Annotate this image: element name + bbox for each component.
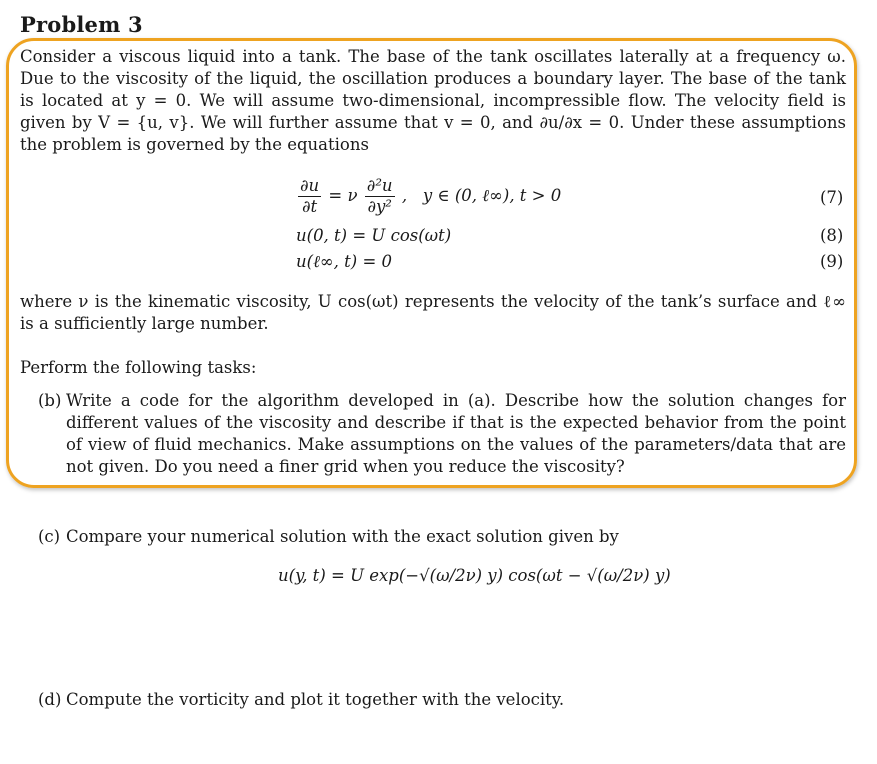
task-c-tag: (c) bbox=[38, 527, 61, 546]
tasks-heading: Perform the following tasks: bbox=[20, 358, 257, 377]
task-b-text: Write a code for the algorithm developed in (a). Describe how the solution changes for different values of the viscosity and describe if that is the expected behavior from the point of view of fluid mechanics. Make assumptions on the values of the parameters/data that are not given. Do you need a finer grid when you reduce the viscosity? bbox=[66, 391, 846, 476]
exact-solution-equation: u(y, t) = U exp(−√(ω/2ν) y) cos(ωt − √(ω/2ν) y) bbox=[278, 566, 671, 585]
task-d-text: Compute the vorticity and plot it together with the velocity. bbox=[66, 690, 565, 709]
equation-7-domain: y ∈ (0, ℓ∞), t > 0 bbox=[422, 186, 562, 205]
du-dt-fraction: $\frac{\partial u}{\partial t}$ bbox=[300, 176, 320, 216]
equation-9-number: (9) bbox=[820, 252, 844, 271]
intro-paragraph: Consider a viscous liquid into a tank. The base of the tank oscillates laterally at a frequency ω. Due to the viscosity of the liquid, the oscillation produces a boundary layer. The base of the tank is located at y = 0. We will assume two-dimensional, incompressible flow. The velocity field is given by V = {u, v}. We will further assume that v = 0, and ∂u/∂x = 0. Under these assumptions the problem is governed by the equations bbox=[20, 47, 846, 154]
task-d-tag: (d) bbox=[38, 690, 62, 709]
equation-7: $\frac{\partial u}{\partial t}$ = ν $\frac{\text{∂²u}}{\text{∂y²}}$ , y ∈ (0, ℓ∞), t > 0 bbox=[300, 176, 562, 216]
task-c-text: Compare your numerical solution with the exact solution given by bbox=[66, 527, 619, 546]
d2u-dy2-fraction: $\frac{\text{∂²u}}{\text{∂y²}}$ bbox=[366, 176, 393, 216]
equation-8: u(0, t) = U cos(ωt) bbox=[296, 226, 452, 245]
equation-8-number: (8) bbox=[820, 226, 844, 245]
task-b-tag: (b) bbox=[38, 391, 62, 410]
after-equations-paragraph: where ν is the kinematic viscosity, U cos(ωt) represents the velocity of the tank’s surface and ℓ∞ is a sufficiently large number. bbox=[20, 292, 846, 333]
task-c bbox=[38, 526, 846, 548]
equation-9: u(ℓ∞, t) = 0 bbox=[296, 252, 393, 271]
task-d bbox=[38, 689, 846, 711]
task-b bbox=[38, 390, 846, 478]
problem-title: Problem 3 bbox=[20, 12, 143, 37]
equation-7-number: (7) bbox=[820, 188, 844, 207]
